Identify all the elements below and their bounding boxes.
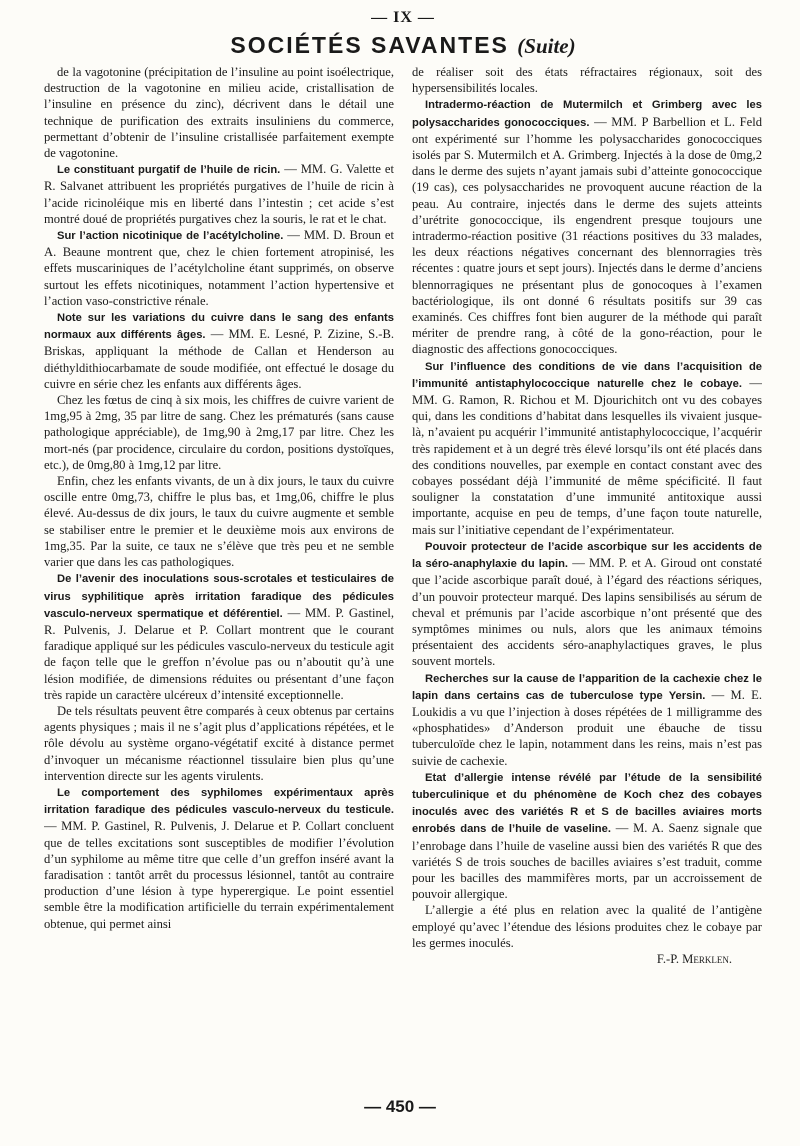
article-text: — MM. P. et A. Giroud ont constaté que l’acide ascorbique paraît doué, à l’égard des réactions sériques, d’un pouvoir protecteur marqué. Des lapins sensibilisés au sérum de cheval et prémunis par l’acide ascorbique n’ont présenté que des symptômes minimes ou nuls, alors que les animaux témoins présentaient des accidents séro-anaphylactiques graves, le plus souvent mortels. xyxy=(412,556,762,669)
article-heading: Intradermo-réaction de Mutermilch et Grimberg avec les polysaccharides gonococciques. xyxy=(412,99,762,129)
article-paragraph xyxy=(412,538,762,670)
article-text: — MM. G. Ramon, R. Richou et M. Djourichitch ont vu des cobayes qui, dans les conditions d’habitat dans lesquelles ils vivaient jusque-là, n’avaient pu acquérir l’immunité antistaphylococcique, l’acquérir très rapidement et à un degré très élevé lorsqu’ils ont été placés dans des conditions nouvelles, par exemple en contact constant avec des cobayes possédant déjà l’immunité de même spécificité. Il faut souligner la constatation d’une immunité antitoxique aussi importante, acquise en peu de temps, d’une façon toute naturelle, mais sur l’initiative cependant de l’expérimentateur. xyxy=(412,375,762,537)
article-text: — MM. P. Gastinel, R. Pulvenis, J. Delarue et P. Collart concluent que de telles excitations sont susceptibles de modifier l’évolution d’un syphilome au même titre que celle d’un greffon inséré avant la faradisation : tantôt arrêt du processus lésionnel, tantôt au contraire production d’une lésion à type hyperergique. Le point essentiel semble être la modification artificielle du terrain expérimentalement obtenue, qui permet ainsi xyxy=(44,819,394,931)
article-paragraph xyxy=(412,670,762,769)
article-paragraph xyxy=(412,64,762,96)
article-heading: Etat d’allergie intense révélé par l’étude de la sensibilité tuberculinique et du phénomène de Koch chez des cobayes inoculés avec des variétés R et S de bacilles aviaires morts enrobés dans de l’huile de vaseline. xyxy=(412,771,762,836)
article-heading: Le comportement des syphilomes expérimentaux après irritation faradique des pédicules vasculo-nerveux du testicule. xyxy=(44,786,394,817)
article-heading: Recherches sur la cause de l’apparition de la cachexie chez le lapin dans certains cas de tuberculose type Yersin. xyxy=(412,672,762,702)
article-heading: Pouvoir protecteur de l’acide ascorbique sur les accidents de la séro-anaphylaxie du lapin. xyxy=(412,540,762,571)
article-paragraph xyxy=(44,309,394,392)
article-text: De tels résultats peuvent être comparés à ceux obtenus par certains agents physiques ; mais il ne s’agit plus d’applications répétées, et le rôle dévolu au système organo-végétatif excité à distance permet d’invoquer un mécanisme réactionnel tissulaire bien plus qu’une intervention directe sur les agents virulents. xyxy=(44,703,394,783)
left-column xyxy=(44,64,394,1079)
article-text: — MM. P. Gastinel, R. Pulvenis, J. Delarue et P. Collart montrent que le courant faradique appliqué sur les pédicules vasculo-nerveux du testicule agit de façon telle que le greffon n’évolue pas ou n’aboutit qu’à une lésion modifiée, de dimensions réduites ou présentant d’une façon très rapide un caractère ulcéreux d’intensité exceptionnelle. xyxy=(44,605,395,702)
article-paragraph xyxy=(44,392,394,473)
article-text: L’allergie a été plus en relation avec la qualité de l’antigène employé qu’avec l’étendue des lésions produites chez le cobaye par les germes inoculés. xyxy=(412,903,762,950)
section-title-text: SOCIÉTÉS SAVANTES xyxy=(230,32,509,58)
article-paragraph xyxy=(412,358,762,538)
article-text: — MM. G. Valette et R. Salvanet attribuent les propriétés purgatives de l’huile de ricin à l’acide ricinoléique mis en liberté dans l’intestin ; cet acide s’est montré doué de propriétés purgatives chez la souris, le rat et le chat. xyxy=(44,162,394,226)
right-column xyxy=(412,64,762,1079)
article-paragraph xyxy=(412,902,762,951)
article-paragraph xyxy=(44,227,394,309)
article-text: — MM. D. Broun et A. Beaune montrent que, chez le chien fortement atropinisé, les effets muscariniques de l’acétylcholine étant supprimés, on observe surtout les effets nicotiniques, notamment l’action hypertensive et l’action vaso-constrictive rénale. xyxy=(44,228,394,308)
page-number: — 450 — xyxy=(364,1097,436,1116)
article-text: Enfin, chez les enfants vivants, de un à dix jours, le taux du cuivre oscille entre 0mg,73, chiffre le plus bas, et 1mg,06, chiffre le plus élevé. Au-dessus de dix jours, le taux du cuivre augmente et semble se stabiliser entre le premier et le deuxième mois aux environs de 1mg,35. Par la suite, ce taux ne s’élève que très peu et ne semble varier que dans les cas pathologiques. xyxy=(44,474,394,570)
article-heading: Sur l’action nicotinique de l’acétylcholine. xyxy=(57,230,284,243)
article-text: — MM. E. Lesné, P. Zizine, S.-B. Briskas, appliquant la méthode de Callan et Henderson au diéthyldithiocarbamate de soude modifiée, ont effectué le dosage du cuivre en série chez les enfants aux différents âges. xyxy=(44,327,395,391)
article-paragraph xyxy=(412,96,762,357)
article-paragraph xyxy=(412,769,762,903)
article-text: de réaliser soit des états réfractaires régionaux, soit des hypersensibilités locales. xyxy=(412,65,762,96)
article-text: F.-P. Merklen. xyxy=(656,951,732,966)
article-text: — M. A. Saenz signale que l’enrobage dans l’huile de vaseline aussi bien des variétés R que des variétés S de trois souches de bacilles aviaires s’est traduit, comme pour les bacilles des mammifères morts, par un accroissement de pouvoir allergique. xyxy=(412,821,762,902)
article-heading: De l’avenir des inoculations sous-scrotales et testiculaires de virus syphilitique après irritation faradique des pédicules vasculo-nerveux spermatique et déférentiel. xyxy=(44,573,394,620)
article-paragraph xyxy=(44,161,394,227)
article-text: Chez les fœtus de cinq à six mois, les chiffres de cuivre varient de 1mg,95 à 2mg, 35 par litre de sang. Chez les prématurés (sans cause pathologique appréciable), de 1mg,90 à 2mg,17 par litre. Chez les mort-nés (par procidence, circulaire du cordon, positions dystoïques, etc.), de 0mg,80 à 1mg,12 par litre. xyxy=(44,393,394,472)
article-text: — M. E. Loukidis a vu que l’injection à doses répétées de 1 milligramme des «phosphatides» d’Anderson produit une ébauche de tissu tuberculoïde chez le lapin, notamment dans les reins, mais n’est pas suivie de cachexie. xyxy=(412,687,762,768)
section-title xyxy=(44,30,762,60)
section-title-suffix: (Suite) xyxy=(517,34,576,58)
article-text: — MM. P Barbellion et L. Feld ont expérimenté sur l’homme les polysaccharides gonococciques isolés par S. Mutermilch et A. Grimberg. Injectés à la dose de 0mg,2 dans le derme des sujets n’ayant jamais subi d’atteinte gonococcique (19 cas), ces polysaccharides ne provoquent aucune réaction de la peau. Au contraire, injectés dans le derme des sujets atteints d’urétrite gonococcique, ils engendrent presque toujours une intradermo-réaction positive (31 réactions positives du 33 malades, les deux réactions négatives concernant des blennorragies très récentes : quatre jours et sept jours). Injectés dans le derme d’anciens blennorragiques ne présentant plus de gonocoques à l’examen bactériologique, ils ont donné 6 résultats positifs sur 39 cas examinés. Ces chiffres font bien augurer de la méthode qui paraît mériter de prendre rang, à côté de la gono-réaction, pour le diagnostic des affections gonococciques. xyxy=(412,114,762,357)
article-heading: Le constituant purgatif de l’huile de ricin. xyxy=(57,164,281,177)
article-text: de la vagotonine (précipitation de l’insuline au point isoélectrique, destruction de la vagotonine en milieu acide, cristallisation de l’insuline en présence du zinc), décrivent dans le détail une technique de purification des extraits insuliniens du commerce, permettant d’obtenir de l’insuline cristallisée parfaitement exempte de vagotonine. xyxy=(44,65,394,161)
article-heading: Sur l’influence des conditions de vie dans l’acquisition de l’immunité antistaphylococcique naturelle chez le cobaye. xyxy=(412,360,762,390)
two-column-body xyxy=(44,64,762,1079)
article-paragraph xyxy=(44,473,394,570)
author-signature xyxy=(412,951,762,967)
article-heading: Note sur les variations du cuivre dans le sang des enfants normaux aux différents âges. xyxy=(44,312,394,342)
article-paragraph xyxy=(44,784,394,932)
article-paragraph xyxy=(44,570,394,703)
folio-roman-numeral: — IX — xyxy=(371,9,435,26)
article-paragraph xyxy=(44,64,394,161)
article-paragraph xyxy=(44,703,394,784)
